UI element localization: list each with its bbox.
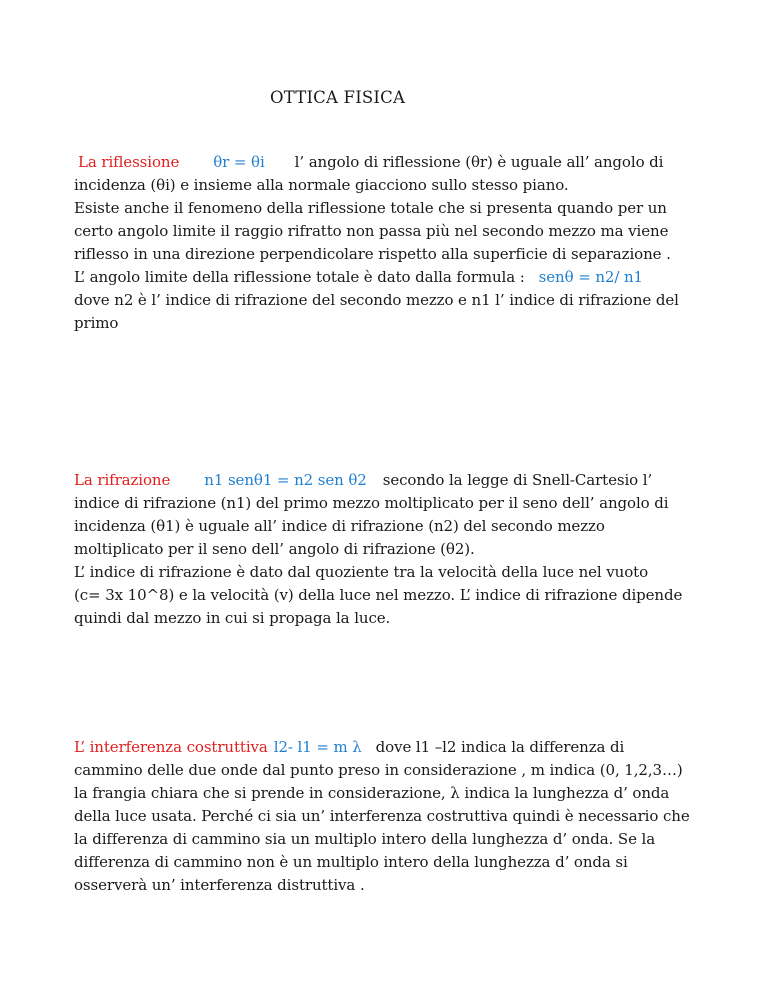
text-line: primo xyxy=(74,314,119,332)
text-line: incidenza (θ1) è uguale all’ indice di rifrazione (n2) del secondo mezzo xyxy=(74,517,605,535)
section-heading: La riflessione xyxy=(78,153,180,171)
limit-text: L’ angolo limite della riflessione totale è dato dalla formula : xyxy=(74,268,525,286)
section-heading: L’ interferenza costruttiva xyxy=(74,738,268,756)
text-line: moltiplicato per il seno dell’ angolo di rifrazione (θ2). xyxy=(74,540,475,558)
text-line xyxy=(74,266,704,289)
text-line: riflesso in una direzione perpendicolare rispetto alla superficie di separazione . xyxy=(74,245,671,263)
section-riflessione xyxy=(74,151,704,335)
section-heading: La rifrazione xyxy=(74,471,171,489)
section-formula: l2- l1 = m λ xyxy=(273,738,362,756)
text-line: incidenza (θi) e insieme alla normale giacciono sullo stesso piano. xyxy=(74,176,569,194)
limit-formula: senθ = n2/ n1 xyxy=(538,268,643,286)
section-intro: secondo la legge di Snell-Cartesio l’ xyxy=(382,471,653,489)
text-line: la differenza di cammino sia un multiplo intero della lunghezza d’ onda. Se la xyxy=(74,830,656,848)
section-first-line xyxy=(74,736,704,759)
text-line: certo angolo limite il raggio rifratto non passa più nel secondo mezzo ma viene xyxy=(74,222,669,240)
text-line: L’ indice di rifrazione è dato dal quoziente tra la velocità della luce nel vuoto xyxy=(74,563,649,581)
text-line: dove n2 è l’ indice di rifrazione del secondo mezzo e n1 l’ indice di rifrazione del xyxy=(74,291,679,309)
section-formula: n1 senθ1 = n2 sen θ2 xyxy=(204,471,367,489)
section-first-line xyxy=(74,469,704,492)
section-formula: θr = θi xyxy=(213,153,265,171)
section-intro: dove l1 –l2 indica la differenza di xyxy=(375,738,625,756)
text-line: cammino delle due onde dal punto preso in considerazione , m indica (0, 1,2,3…) xyxy=(74,761,683,779)
text-line: della luce usata. Perché ci sia un’ interferenza costruttiva quindi è necessario che xyxy=(74,807,690,825)
text-line: osserverà un’ interferenza distruttiva . xyxy=(74,876,365,894)
text-line: (c= 3x 10^8) e la velocità (v) della luce nel mezzo. L’ indice di rifrazione dipende xyxy=(74,586,683,604)
page-title: OTTICA FISICA xyxy=(270,88,406,107)
text-line: la frangia chiara che si prende in considerazione, λ indica la lunghezza d’ onda xyxy=(74,784,670,802)
section-interferenza xyxy=(74,736,704,897)
text-line: quindi dal mezzo in cui si propaga la luce. xyxy=(74,609,391,627)
text-line: Esiste anche il fenomeno della riflessione totale che si presenta quando per un xyxy=(74,199,667,217)
section-intro: l’ angolo di riflessione (θr) è uguale all’ angolo di xyxy=(294,153,664,171)
text-line: differenza di cammino non è un multiplo intero della lunghezza d’ onda si xyxy=(74,853,628,871)
section-first-line xyxy=(74,151,704,174)
text-line: indice di rifrazione (n1) del primo mezzo moltiplicato per il seno dell’ angolo di xyxy=(74,494,669,512)
section-rifrazione xyxy=(74,469,704,630)
